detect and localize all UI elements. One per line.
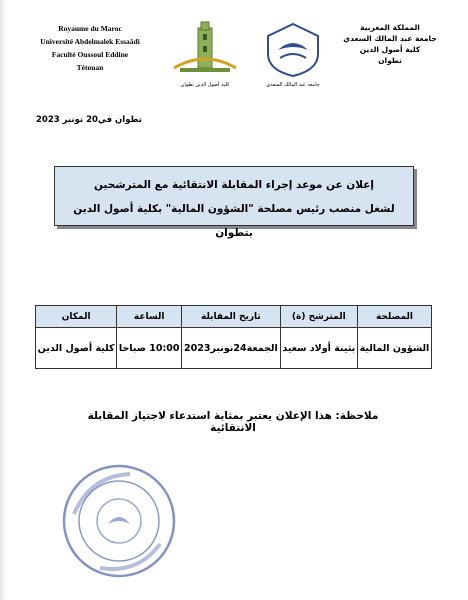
table-row <box>36 328 432 369</box>
table-header-row <box>36 306 432 328</box>
header-left-line: Royaume du Maroc <box>58 24 122 33</box>
faculty-logo <box>168 20 242 90</box>
header-left-line: Université Abdelmalek Essaâdi <box>40 37 140 46</box>
column-header: المصلحة <box>357 306 431 328</box>
table-cell: الشؤون المالية <box>357 328 431 369</box>
university-logo-caption: جامعة عبد المالك السعدي <box>266 82 320 88</box>
faculty-stamp-icon <box>60 462 178 580</box>
title-line-1: إعلان عن موعد إجراء المقابلة الانتقائية مع المترشحين <box>93 179 375 191</box>
header-right-line: كلية أصول الدين <box>359 45 421 54</box>
header-right-line: تطوان <box>378 56 402 65</box>
column-header: المترشح (ة) <box>280 306 357 328</box>
column-header: الساعة <box>117 306 182 328</box>
table-cell: بثينة أولاد سعيد <box>280 328 357 369</box>
header-left-line: Faculté Oussoul Eddine <box>51 50 129 59</box>
header-right-line: المملكة المغربية <box>360 23 420 32</box>
interview-table <box>35 305 432 369</box>
minaret-icon <box>168 20 242 78</box>
university-emblem-icon <box>262 20 324 78</box>
page-edge <box>0 0 6 600</box>
column-header: تاريخ المقابلة <box>182 306 281 328</box>
announcement-note: ملاحظة: هذا الإعلان يعتبر بمثابة استدعاء لاجتياز المقابلة الانتقائية <box>87 410 379 434</box>
column-header: المكان <box>36 306 117 328</box>
faculty-logo-caption: كلية أصول الدين تطوان <box>180 82 230 88</box>
header-left-line: Tétouan <box>76 63 104 72</box>
announcement-title-box <box>54 166 414 239</box>
announcement-date: تطوان في20 نونبر 2023 <box>36 115 142 125</box>
table-cell: الجمعة24نونبر2023 <box>182 328 281 369</box>
header-right-line: جامعة عبد المالك السعدي <box>343 34 437 43</box>
title-line-2: لشغل منصب رئيس مصلحة "الشؤون المالية" بكلية أصول الدين بتطوان <box>73 203 395 239</box>
header-french <box>25 22 155 74</box>
university-logo <box>262 20 324 92</box>
table-cell: 10:00 صباحا <box>117 328 182 369</box>
table-cell: كلية أصول الدين <box>36 328 117 369</box>
header-arabic <box>330 22 450 66</box>
